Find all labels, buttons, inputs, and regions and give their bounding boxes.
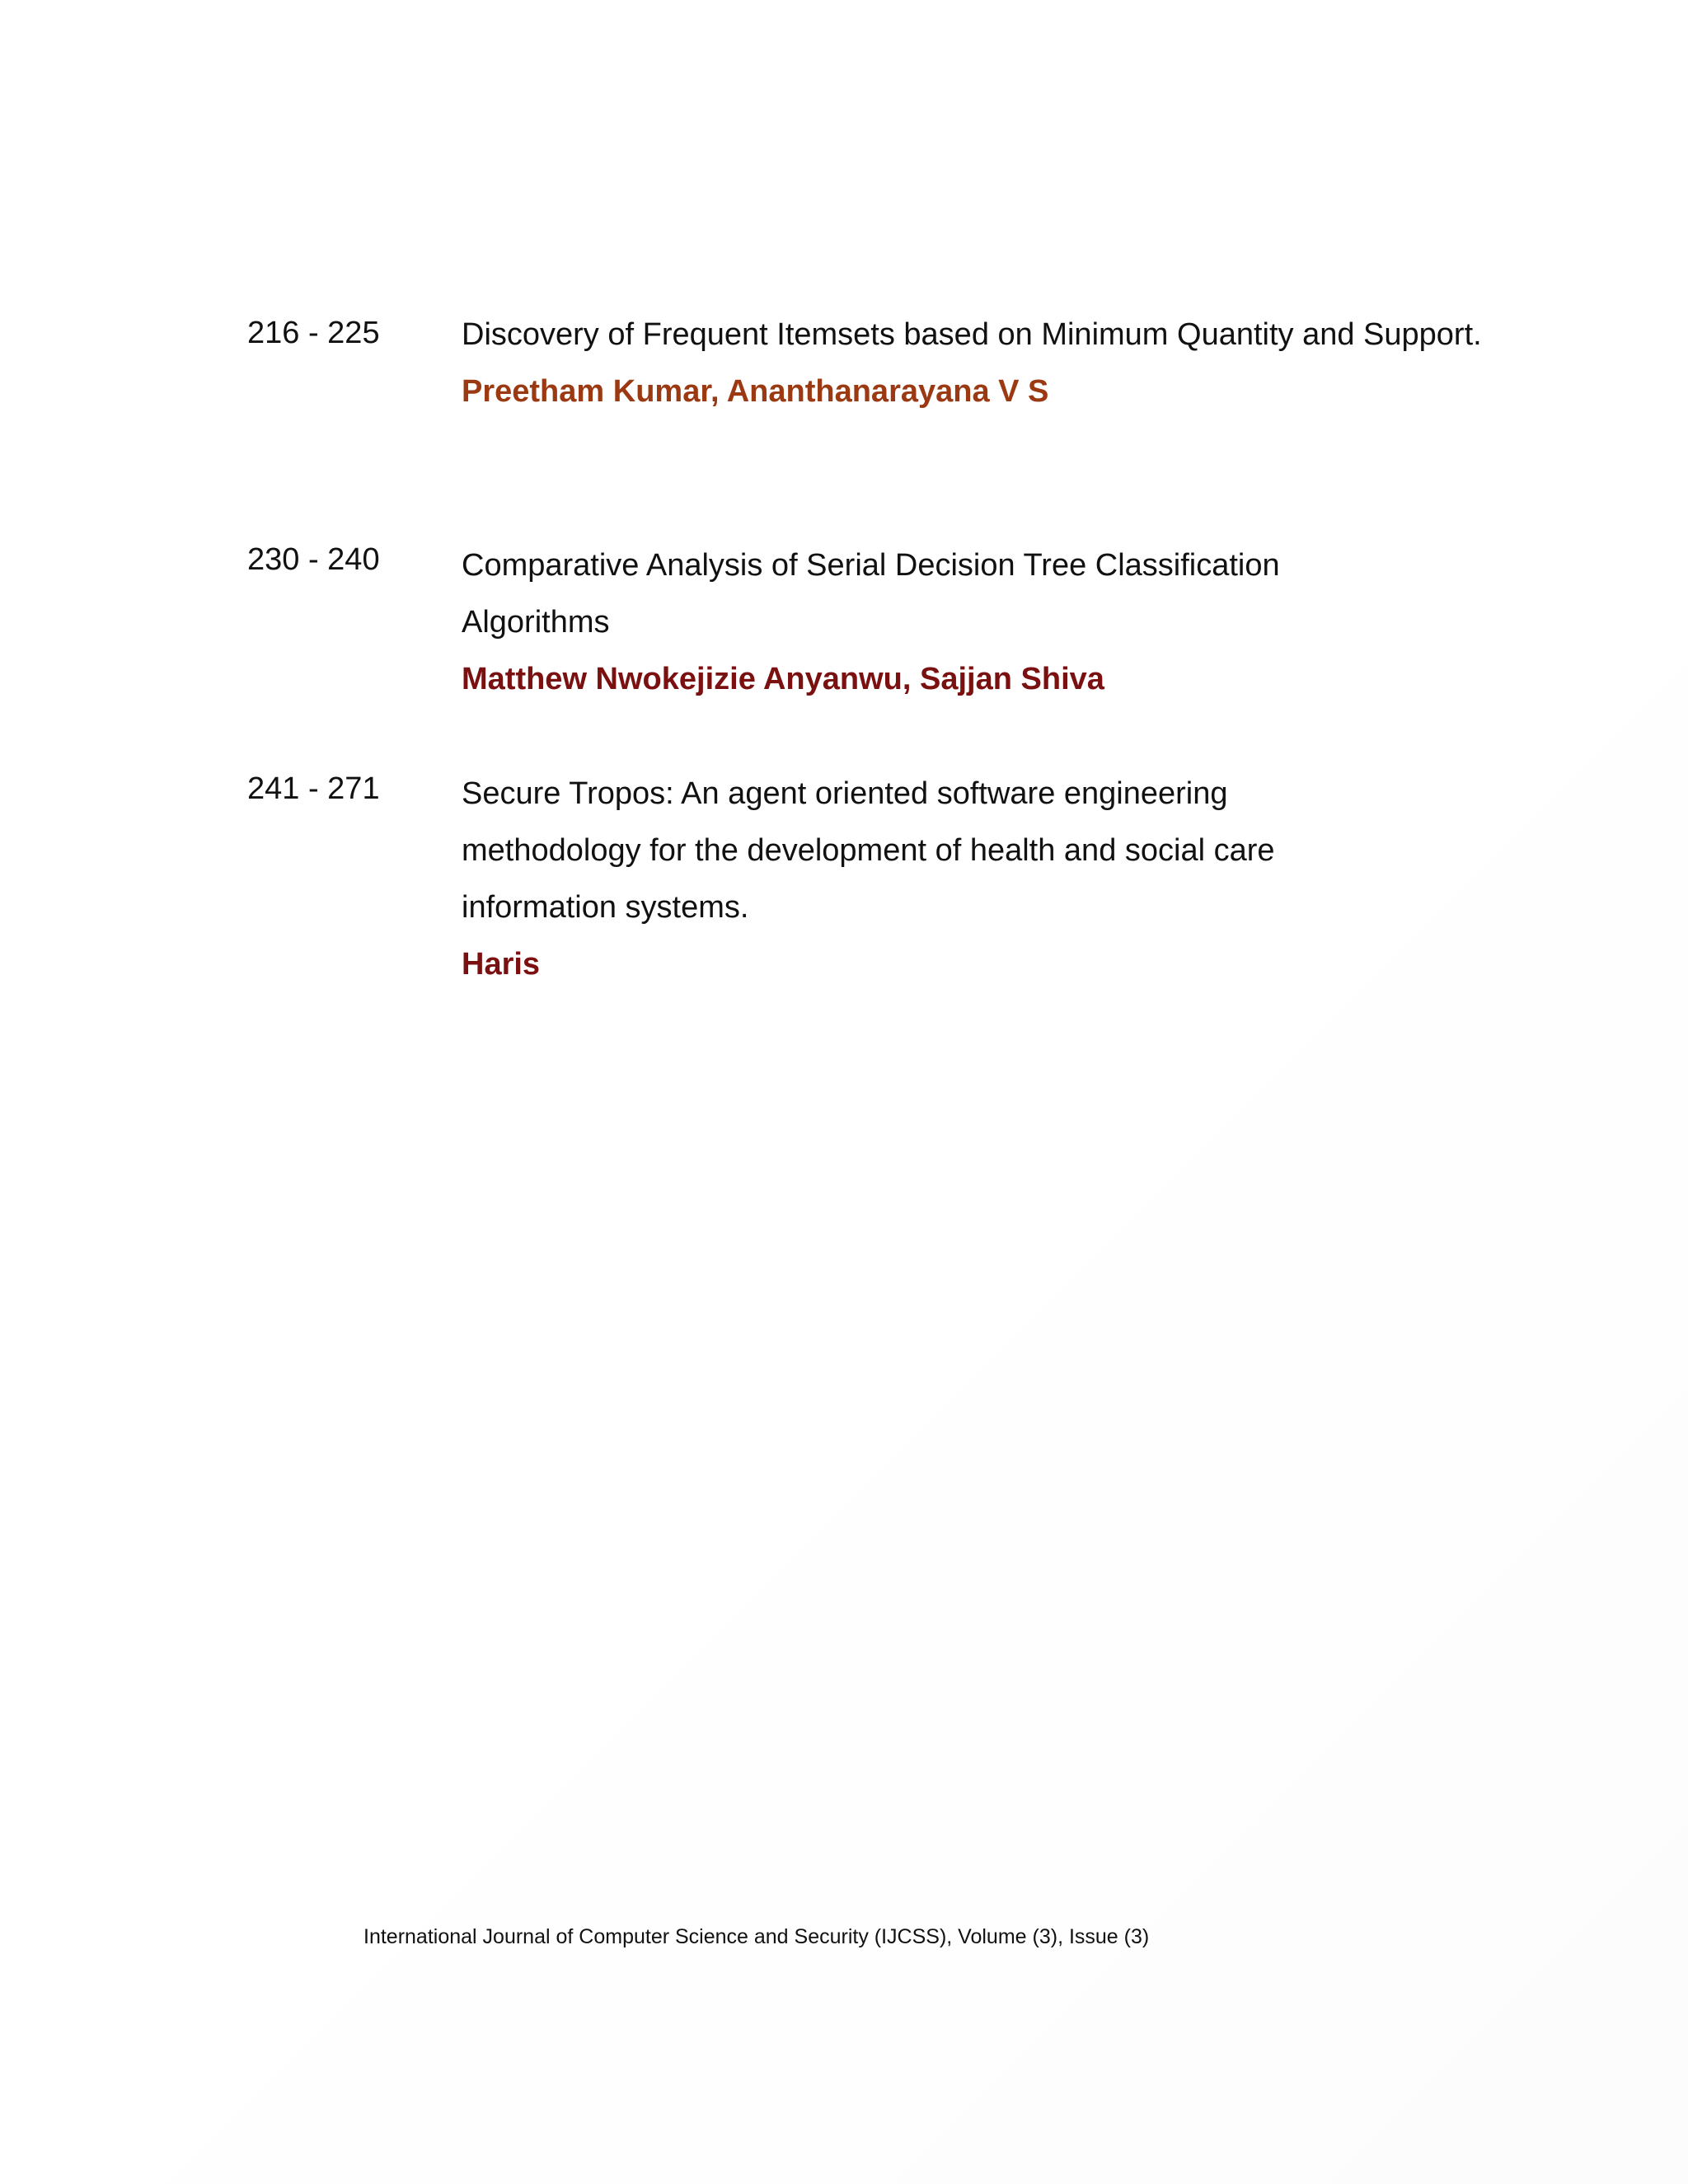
entry-content [462,307,1655,420]
paper-title-line: Algorithms [462,605,610,640]
entry-content [462,766,1655,993]
paper-title-line: Comparative Analysis of Serial Decision Tree Classification [462,548,1280,583]
paper-title-line: Secure Tropos: An agent oriented software engineering [462,776,1228,811]
paper-authors: Haris [462,947,541,982]
paper-authors: Matthew Nwokejizie Anyanwu, Sajjan Shiva [462,662,1104,696]
paper-authors: Preetham Kumar, Ananthanarayana V S [462,374,1049,409]
entry-content [462,537,1655,708]
page-range: 216 - 225 [247,316,380,350]
page-range: 230 - 240 [247,542,380,577]
paper-title: Discovery of Frequent Itemsets based on Minimum Quantity and Support. [462,317,1482,352]
paper-title-line: methodology for the development of health and social care [462,833,1275,868]
journal-footer: International Journal of Computer Science and Security (IJCSS), Volume (3), Issue (3) [363,1925,1150,1948]
page-range: 241 - 271 [247,771,380,806]
paper-title-line: information systems. [462,890,749,925]
